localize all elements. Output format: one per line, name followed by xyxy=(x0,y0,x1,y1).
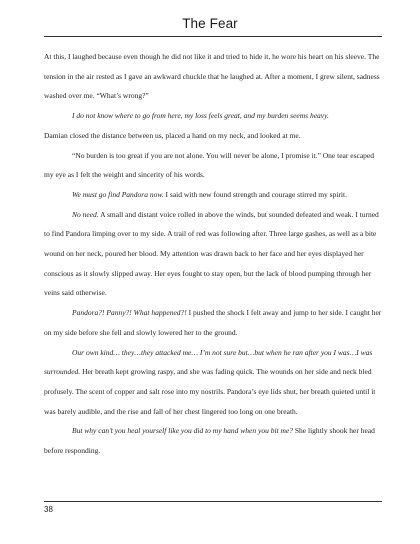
paragraph xyxy=(44,47,382,106)
text-segment: A small and distant voice rolled in above the winds, but sounded defeated and weak. I turned to find Pandora limping over to my side. A trail of red was following after. Three large gashes, as well as a bite wound on her neck, poured her blood. My attention was drawn back to her face and her eyes displayed her conscious as it slowly slipped away. Her eyes fought to stay open, but the lack of blood pumping through her veins said otherwise. xyxy=(44,209,379,298)
paragraph xyxy=(44,303,382,342)
paragraph xyxy=(44,106,382,126)
page-number: 38 xyxy=(44,505,53,514)
text-segment: I pushed the shock I felt away and jump to her side. I caught her on my side before she fell and slowly lowered her to the ground. xyxy=(44,308,382,337)
italic-text-segment: I do not know where to go from here, my loss feels great, and my burden seems heavy. xyxy=(72,111,329,121)
paragraph xyxy=(44,421,382,460)
paragraph xyxy=(44,343,382,422)
text-segment: Her breath kept growing raspy, and she was fading quick. The wounds on her side and neck bled profusely. The scent of copper and salt rose into my nostrils. Pandora’s eye lids shut, her breath quieted until it was barely audible, and the rise and fall of her chest lingered too long on one breath. xyxy=(44,367,376,416)
italic-text-segment: We must go find Pandora now. xyxy=(72,189,164,199)
text-segment: Damian closed the distance between us, placed a hand on my neck, and looked at me. xyxy=(44,130,301,140)
text-segment: She lightly shook her head before responding. xyxy=(44,426,375,456)
italic-text-segment: But why can’t you heal yourself like you did to my hand when you bit me? xyxy=(72,426,293,436)
italic-text-segment: No need. xyxy=(72,209,99,219)
header-rule xyxy=(44,36,382,37)
paragraph xyxy=(44,126,382,146)
footer-rule xyxy=(44,501,382,502)
running-header: The Fear xyxy=(182,16,238,31)
text-segment: I said with new found strength and courage stirred my spirit. xyxy=(163,189,347,199)
text-segment: “No burden is too great if you are not alone. You will never be alone, I promise it.” One tear escaped my eye as I felt the weight and sincerity of his words. xyxy=(44,150,374,180)
paragraph xyxy=(44,205,382,304)
text-segment: At this, I laughed because even though he did not like it and tried to hide it, he wore his heart on his sleeve. The tension in the air rested as I gave an awkward chuckle that he laughed at. After a moment, I grew silent, sadness washed over me. “What’s wrong?” xyxy=(44,52,380,101)
paragraph xyxy=(44,146,382,185)
italic-text-segment: Pandora?! Panny?! What happened?! xyxy=(72,308,187,318)
italic-text-segment: Our own kind… they…they attacked me… I’m not sure but…but when he ran after you I was…I was surrounded. xyxy=(44,347,373,377)
paragraph xyxy=(44,185,382,205)
body-text xyxy=(44,47,382,461)
